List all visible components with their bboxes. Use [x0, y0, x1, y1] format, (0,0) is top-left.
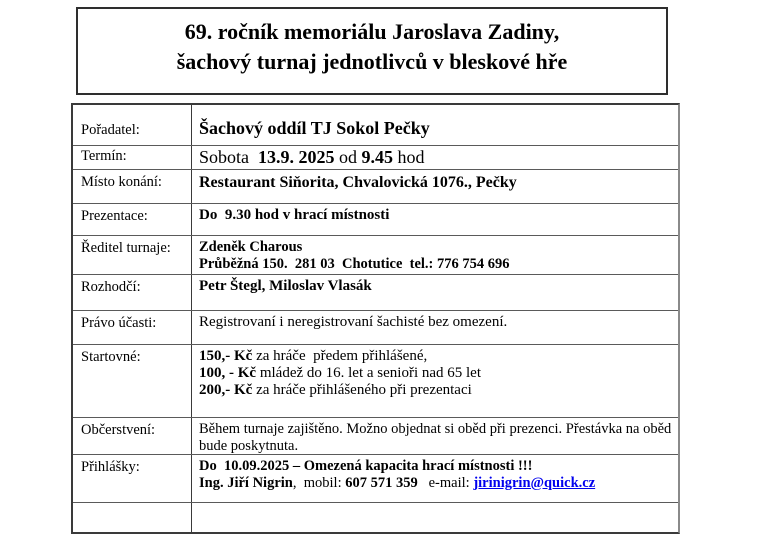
row-label: Místo konání: — [73, 170, 192, 203]
text-run: Ing. Jiří Nigrin — [199, 474, 293, 491]
row-value — [192, 236, 678, 274]
row-value — [192, 503, 678, 532]
text-run: za hráče přihlášeného při prezentaci — [252, 382, 472, 398]
text-run: e-mail: — [417, 474, 474, 491]
text-run: 13.9. 2025 — [258, 147, 335, 167]
text-run: mládež do 16. let a senioři nad 65 let — [256, 365, 482, 381]
table-row — [73, 454, 678, 502]
row-label: Občerstvení: — [73, 418, 192, 454]
row-value — [192, 275, 678, 310]
value-line — [199, 278, 672, 295]
text-run: Do 10.09.2025 – Omezená kapacita hrací místnosti !!! — [199, 458, 533, 474]
row-value — [192, 105, 678, 145]
info-table — [71, 103, 680, 534]
title-box — [76, 7, 668, 95]
table-row — [73, 274, 678, 310]
row-label: Právo účasti: — [73, 311, 192, 344]
row-value — [192, 204, 678, 235]
row-label: Pořadatel: — [73, 105, 192, 145]
table-row — [73, 169, 678, 203]
text-run: hod — [393, 147, 425, 167]
table-row — [73, 417, 678, 454]
text-run: Do 9.30 hod v hrací místnosti — [199, 207, 390, 223]
text-run: od — [334, 147, 362, 167]
value-line — [199, 348, 672, 365]
value-line — [199, 239, 672, 256]
value-line — [199, 147, 672, 167]
table-row — [73, 344, 678, 417]
text-run: za hráče předem přihlášené, — [252, 348, 428, 364]
text-run: Registrovaní i neregistrovaní šachisté bez omezení. — [199, 314, 508, 330]
email-link[interactable]: jirinigrin@quick.cz — [473, 474, 596, 491]
table-row — [73, 235, 678, 274]
row-value — [192, 418, 678, 454]
text-run: Během turnaje zajištěno. Možno objednat si oběd při prezenci. Přestávka na oběd bude poskytnuta. — [199, 421, 675, 454]
text-run: Restaurant Siňorita, Chvalovická 1076., Pečky — [199, 174, 517, 191]
text-run: Šachový oddíl TJ Sokol Pečky — [199, 118, 430, 138]
title-line-2: šachový turnaj jednotlivců v bleskové hře — [176, 49, 568, 74]
text-run: Sobota — [199, 147, 259, 167]
text-run: 150,- Kč — [199, 348, 253, 364]
table-row — [73, 105, 678, 145]
text-run: Průběžná 150. 281 03 Chotutice tel.: 776 754 696 — [199, 255, 510, 272]
text-run: , mobil: — [292, 474, 346, 491]
text-run: 607 571 359 — [345, 474, 418, 491]
value-line — [199, 256, 672, 273]
table-row — [73, 310, 678, 344]
value-line — [199, 365, 672, 382]
value-line — [199, 458, 672, 475]
table-row — [73, 145, 678, 169]
row-value — [192, 345, 678, 417]
text-run: 9.45 — [361, 147, 394, 167]
row-label: Startovné: — [73, 345, 192, 417]
table-row — [73, 203, 678, 235]
row-label: Prezentace: — [73, 204, 192, 235]
table-row — [73, 502, 678, 532]
row-label: Rozhodčí: — [73, 275, 192, 310]
row-label — [73, 503, 192, 532]
text-run: 100, - Kč — [199, 365, 257, 381]
row-value — [192, 146, 678, 169]
text-run: Zdeněk Charous — [199, 239, 303, 255]
text-run: 200,- Kč — [199, 382, 253, 398]
value-line — [199, 314, 672, 331]
value-line — [199, 382, 672, 399]
value-line — [199, 173, 672, 192]
text-run: Petr Štegl, Miloslav Vlasák — [199, 278, 372, 294]
row-value — [192, 170, 678, 203]
row-label: Ředitel turnaje: — [73, 236, 192, 274]
row-value — [192, 311, 678, 344]
value-line — [199, 118, 672, 139]
value-line — [199, 475, 672, 492]
value-line — [199, 207, 672, 224]
row-value — [192, 455, 678, 502]
row-label: Termín: — [73, 146, 192, 169]
value-line — [199, 421, 675, 455]
title-line-1: 69. ročník memoriálu Jaroslava Zadiny, — [184, 19, 560, 44]
row-label: Přihlášky: — [73, 455, 192, 502]
